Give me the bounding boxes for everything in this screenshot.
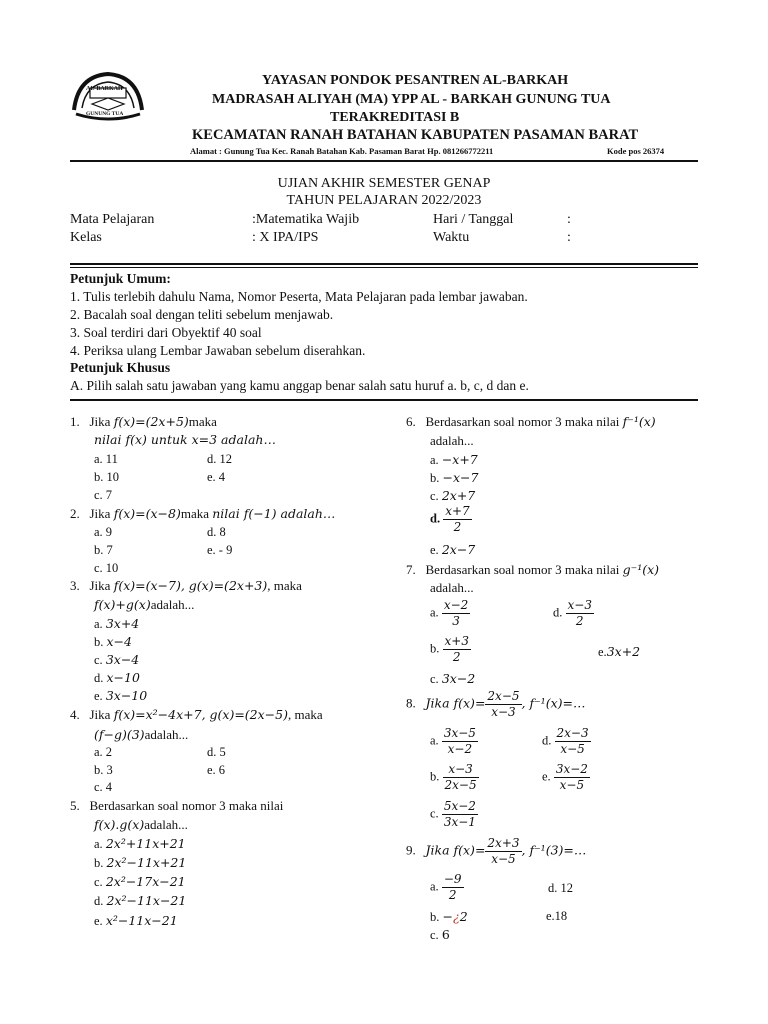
q9-option-d: d. 12 [548,881,573,895]
q8-option-b: b. $\frac{x-3}{2x-5}$ [430,762,477,792]
q1-option-e: e. 4 [207,470,226,484]
subject-value: :Matematika Wajib [252,212,360,227]
question-8: 8. Jika f(x)= $\frac{2x-5}{x-3}$ , f⁻¹(x)=… [406,689,586,719]
question-4: 4. Jika f(x)=x²−4x+7, g(x)=(2x−5), maka [70,707,323,722]
time-label: Waktu [433,230,470,245]
general-instruction-4: 4. Periksa ulang Lembar Jawaban sebelum diserahkan. [70,343,366,358]
header-rule [70,160,698,162]
q5-option-b: b. 2x²−11x+21 [94,855,187,870]
info-rule-1 [70,263,698,265]
exam-year: TAHUN PELAJARAN 2022/2023 [286,193,482,208]
q5-option-c: c. 2x²−17x−21 [94,874,186,889]
question-5: 5. Berdasarkan soal nomor 3 maka nilai [70,798,284,813]
foundation-name: YAYASAN PONDOK PESANTREN AL-BARKAH [262,73,569,88]
question-1-line2: nilai f(x) untuk x=3 adalah… [94,432,276,447]
q9-option-a: a. $\frac{-9}{2}$ [430,872,462,902]
general-instruction-2: 2. Bacalah soal dengan teliti sebelum menjawab. [70,307,334,322]
logo-text-bottom: GUNUNG TUA [86,111,124,117]
q9-option-c: c. 6 [430,927,450,942]
school-address: Alamat : Gunung Tua Kec. Ranah Batahan Kab. Pasaman Barat Hp. 081266772211 [190,146,494,156]
question-7-line2: adalah... [430,580,474,595]
q6-option-c: c. 2x+7 [430,488,476,503]
q4-option-e: e. 6 [207,763,226,777]
time-value: : [567,230,571,245]
q4-option-a: a. 2 [94,745,113,759]
q9-option-e: e.18 [546,909,568,923]
q2-option-b: b. 7 [94,543,113,557]
question-2: 2. Jika f(x)=(x−8)maka nilai f(−1) adalah… [70,506,336,521]
q3-option-e: e. 3x−10 [94,688,148,703]
q9-option-b: b. −¿2 [430,909,468,924]
question-7: 7. Berdasarkan soal nomor 3 maka nilai g⁻¹(x) [406,562,660,577]
day-value: : [567,212,571,227]
q3-option-b: b. x−4 [94,634,132,649]
q3-option-d: d. x−10 [94,670,140,685]
q6-option-a: a. −x+7 [430,452,478,467]
q2-option-d: d. 8 [207,525,226,539]
q1-option-c: c. 7 [94,488,113,502]
district-name: KECAMATAN RANAH BATAHAN KABUPATEN PASAMAN BARAT [192,127,639,143]
q2-option-a: a. 9 [94,525,113,539]
q6-option-e: e. 2x−7 [430,542,476,557]
q4-option-b: b. 3 [94,763,113,777]
school-postcode: Kode pos 26374 [607,146,665,156]
q3-option-c: c. 3x−4 [94,652,140,667]
exam-title: UJIAN AKHIR SEMESTER GENAP [277,176,491,191]
q7-option-a: a. $\frac{x-2}{3}$ [430,598,469,628]
general-instructions-title: Petunjuk Umum: [70,271,171,286]
q1-option-b: b. 10 [94,470,119,484]
class-label: Kelas [70,230,102,245]
day-label: Hari / Tanggal [433,212,514,227]
q7-option-c: c. 3x−2 [430,671,476,686]
q7-option-d: d. $\frac{x-3}{2}$ [553,598,592,628]
q8-option-e: e. $\frac{3x-2}{x-5}$ [542,762,588,792]
school-name: MADRASAH ALIYAH (MA) YPP AL - BARKAH GUNUNG TUA [212,92,611,107]
q5-option-a: a. 2x²+11x+21 [94,836,186,851]
q7-option-e: e.3x+2 [598,644,641,659]
question-3-line2: f(x)+g(x)adalah... [94,597,195,612]
question-9: 9. Jika f(x)= $\frac{2x+3}{x-5}$ , f⁻¹(3)=… [406,836,587,866]
q2-option-e: e. - 9 [207,543,233,557]
q5-option-e: e. x²−11x−21 [94,913,178,928]
q8-option-c: c. $\frac{5x-2}{3x-1}$ [430,799,476,829]
q5-option-d: d. 2x²−11x−21 [94,893,187,908]
q2-option-c: c. 10 [94,561,119,575]
q4-option-d: d. 5 [207,745,226,759]
q1-option-a: a. 11 [94,452,118,466]
q6-option-d: d. $\frac{x+7}{2}$ [430,504,470,534]
question-4-line2: (f−g)(3)adalah... [94,727,189,742]
question-6-line2: adalah... [430,433,474,448]
question-1: 1. Jika f(x)=(2x+5)maka [70,414,217,429]
q8-option-d: d. $\frac{2x-3}{x-5}$ [542,726,589,756]
accreditation: TERAKREDITASI B [330,110,460,125]
special-instruction: A. Pilih salah satu jawaban yang kamu anggap benar salah satu huruf a. b, c, d dan e. [70,378,529,393]
question-3: 3. Jika f(x)=(x−7), g(x)=(2x+3), maka [70,578,302,593]
subject-label: Mata Pelajaran [70,212,155,227]
info-rule-2 [70,267,698,268]
q3-option-a: a. 3x+4 [94,616,140,631]
special-instructions-title: Petunjuk Khusus [70,360,171,375]
q7-option-b: b. $\frac{x+3}{2}$ [430,634,469,664]
question-6: 6. Berdasarkan soal nomor 3 maka nilai f⁻¹(x) [406,414,656,429]
q6-option-b: b. −x−7 [430,470,479,485]
q1-option-d: d. 12 [207,452,232,466]
q4-option-c: c. 4 [94,780,113,794]
general-instruction-1: 1. Tulis terlebih dahulu Nama, Nomor Peserta, Mata Pelajaran pada lembar jawaban. [70,289,528,304]
general-instruction-3: 3. Soal terdiri dari Obyektif 40 soal [70,325,262,340]
question-5-line2: f(x).g(x)adalah... [94,817,188,832]
instructions-rule [70,399,698,401]
q8-option-a: a. $\frac{3x-5}{x-2}$ [430,726,476,756]
class-value: : X IPA/IPS [252,230,319,245]
logo-text-mid: AL-BARKAH [86,86,123,92]
